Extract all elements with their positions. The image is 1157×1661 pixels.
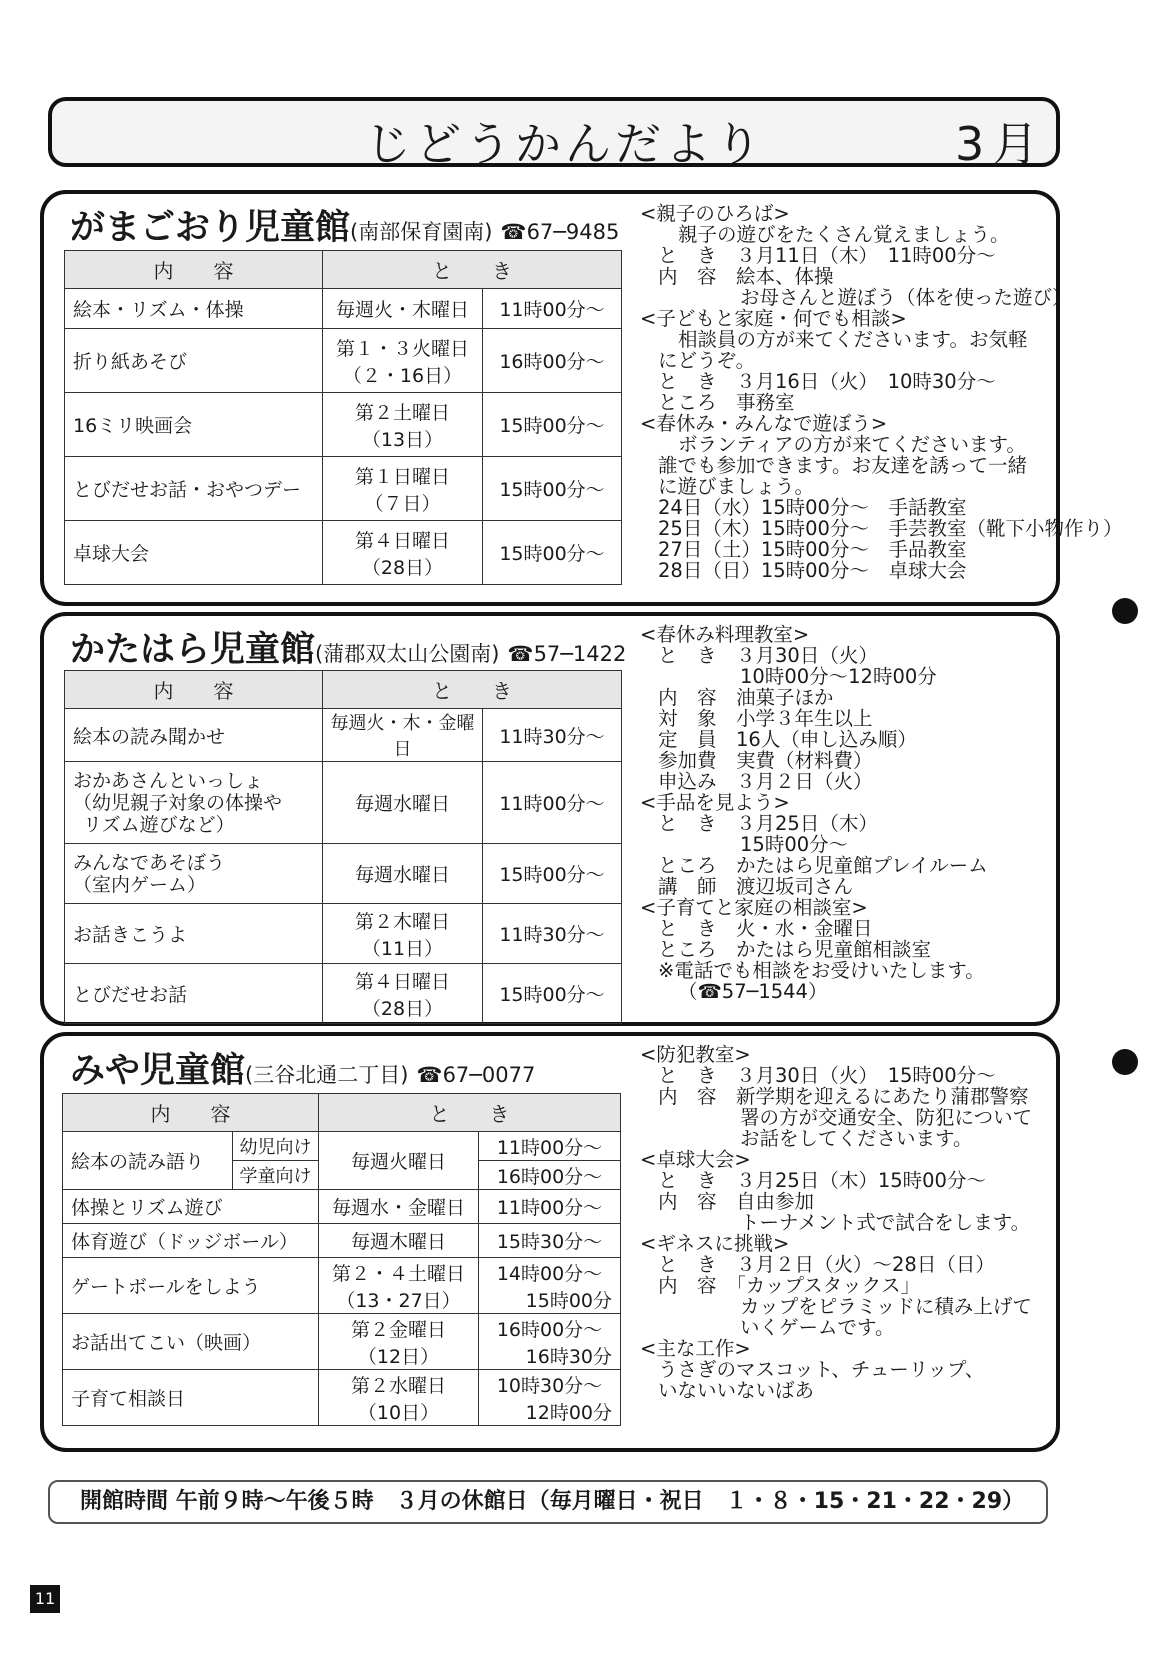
row-time-line2: 12時00分 xyxy=(525,1401,612,1424)
events-miya xyxy=(640,1044,1032,1401)
row-content-line2: （幼児親子対象の体操や xyxy=(73,791,283,814)
row-content: 卓球大会 xyxy=(65,521,323,585)
row-day: 毎週火・木・金曜日 xyxy=(323,709,483,762)
row-time-line1: 14時00分～ xyxy=(496,1262,603,1285)
event-heading: <親子のひろば> xyxy=(640,202,790,225)
events-gamagori xyxy=(640,203,1122,581)
row-time: 15時00分～ xyxy=(483,521,622,585)
event-line: と き ３月25日（木） xyxy=(658,812,878,835)
row-day xyxy=(319,1258,479,1314)
row-day-line2: （２・16日） xyxy=(342,364,463,387)
row-day xyxy=(323,521,483,585)
event-line: 28日（日）15時00分～ 卓球大会 xyxy=(658,559,967,582)
table-header-when: と き xyxy=(319,1094,621,1132)
row-time xyxy=(479,1314,621,1370)
table-row xyxy=(65,329,622,393)
row-content-line1: みんなであそぼう xyxy=(73,851,226,874)
event-line: 25日（木）15時00分～ 手芸教室（靴下小物作り） xyxy=(658,517,1123,540)
table-row xyxy=(65,964,622,1024)
event-line: 27日（土）15時00分～ 手品教室 xyxy=(658,538,967,561)
row-day xyxy=(319,1314,479,1370)
row-content: ゲートボールをしよう xyxy=(63,1258,319,1314)
event-line: ボランティアの方が来てくださいます。 xyxy=(678,433,1026,456)
row-day: 毎週火・木曜日 xyxy=(323,289,483,329)
facility-address: (蒲郡双太山公園南) xyxy=(315,642,500,666)
row-time-line1: 16時00分～ xyxy=(496,1318,603,1341)
facility-address: (南部保育園南) xyxy=(350,220,493,244)
event-line: 10時00分～12時00分 xyxy=(740,665,937,688)
row-day-line1: 第２・４土曜日 xyxy=(331,1262,465,1285)
row-day-line2: （10日） xyxy=(357,1401,440,1424)
table-header-when: と き xyxy=(323,671,622,709)
row-content: お話きこうよ xyxy=(65,904,323,964)
row-day-line1: 第２金曜日 xyxy=(350,1318,446,1341)
table-header-content: 内 容 xyxy=(63,1094,319,1132)
table-row xyxy=(65,904,622,964)
event-line: ところ かたはら児童館プレイルーム xyxy=(658,854,988,877)
event-line: ところ 事務室 xyxy=(658,391,795,414)
row-time-line2: 15時00分 xyxy=(525,1289,612,1312)
event-heading: <子どもと家庭・何でも相談> xyxy=(640,307,907,330)
event-line: 内 容 「カップスタックス」 xyxy=(658,1274,921,1297)
table-header-content: 内 容 xyxy=(65,251,323,289)
event-line: お話をしてくださいます。 xyxy=(740,1127,973,1150)
event-line: 申込み ３月２日（火） xyxy=(658,770,873,793)
schedule-table-miya xyxy=(62,1093,621,1426)
event-line: 署の方が交通安全、防犯について xyxy=(740,1106,1033,1129)
row-time-line1: 10時30分～ xyxy=(496,1374,603,1397)
row-time: 11時00分～ xyxy=(483,289,622,329)
table-row xyxy=(65,289,622,329)
event-line: ※電話でも相談をお受けいたします。 xyxy=(658,959,985,982)
row-day xyxy=(323,457,483,521)
row-content: 子育て相談日 xyxy=(63,1370,319,1426)
row-time: 16時00分～ xyxy=(483,329,622,393)
row-content xyxy=(65,844,323,904)
event-line: 内 容 新学期を迎えるにあたり蒲郡警察 xyxy=(658,1085,1029,1108)
row-content-line1: おかあさんといっしょ xyxy=(73,769,264,792)
table-row xyxy=(65,709,622,762)
row-time: 15時00分～ xyxy=(483,844,622,904)
facility-address: (三谷北通二丁目) xyxy=(245,1063,409,1087)
event-heading: <春休み・みんなで遊ぼう> xyxy=(640,412,888,435)
table-row xyxy=(65,393,622,457)
event-line: にどうぞ。 xyxy=(658,349,756,372)
opening-hours-footer: 開館時間 午前９時～午後５時 ３月の休館日（毎月曜日・祝日 １・８・15・21・22・29） xyxy=(48,1480,1048,1524)
row-day: 毎週火曜日 xyxy=(319,1132,479,1190)
facility-name-miya xyxy=(70,1043,535,1093)
row-content-line2: （室内ゲーム） xyxy=(73,873,207,896)
row-content xyxy=(65,762,323,844)
event-line: 内 容 絵本、体操 xyxy=(658,265,834,288)
row-time: 15時00分～ xyxy=(483,393,622,457)
event-line: カップをピラミッドに積み上げて xyxy=(740,1295,1032,1318)
table-row xyxy=(65,844,622,904)
row-content: 絵本の読み語り xyxy=(63,1132,233,1190)
row-day: 毎週水・金曜日 xyxy=(319,1190,479,1224)
row-content: 体育遊び（ドッジボール） xyxy=(63,1224,319,1258)
table-row xyxy=(65,762,622,844)
facility-title: かたはら児童館 xyxy=(70,630,316,670)
row-day xyxy=(323,393,483,457)
binder-hole-dot xyxy=(1112,598,1138,624)
row-day-line1: 第１日曜日 xyxy=(354,465,450,488)
row-day-line2: （７日） xyxy=(364,492,441,515)
page-title: じどうかんだより xyxy=(365,117,765,171)
row-day-line2: （11日） xyxy=(361,937,444,960)
event-line: と き ３月２日（火）～28日（日） xyxy=(658,1253,995,1276)
row-day xyxy=(323,904,483,964)
row-content: 体操とリズム遊び xyxy=(63,1190,319,1224)
table-row xyxy=(63,1370,621,1426)
row-day: 毎週水曜日 xyxy=(323,844,483,904)
row-time-line2: 16時30分 xyxy=(525,1345,612,1368)
row-time: 11時30分～ xyxy=(483,904,622,964)
event-line: 相談員の方が来てくださいます。お気軽 xyxy=(678,328,1028,351)
event-heading: <ギネスに挑戦> xyxy=(640,1232,790,1255)
row-day-line1: 第１・３火曜日 xyxy=(335,337,469,360)
row-content: 絵本の読み聞かせ xyxy=(65,709,323,762)
events-katahara xyxy=(640,624,988,1002)
row-day: 毎週水曜日 xyxy=(323,762,483,844)
facility-tel: ☎67─9485 xyxy=(500,220,620,244)
event-heading: <子育てと家庭の相談室> xyxy=(640,896,868,919)
facility-tel: ☎67─0077 xyxy=(416,1063,536,1087)
table-header-content: 内 容 xyxy=(65,671,323,709)
event-line: ところ かたはら児童館相談室 xyxy=(658,938,932,961)
row-day-line2: （13・27日） xyxy=(336,1289,461,1312)
schedule-table-gamagori xyxy=(64,250,622,585)
event-heading: <卓球大会> xyxy=(640,1148,751,1171)
table-header-when: と き xyxy=(323,251,622,289)
binder-hole-dot xyxy=(1112,1049,1138,1075)
event-heading: <防犯教室> xyxy=(640,1043,751,1066)
facility-tel: ☎57─1422 xyxy=(507,642,627,666)
table-row xyxy=(63,1224,621,1258)
table-row xyxy=(63,1190,621,1224)
event-line: 対 象 小学３年生以上 xyxy=(658,707,873,730)
facility-name-katahara xyxy=(70,622,626,672)
event-heading: <手品を見よう> xyxy=(640,791,790,814)
table-row xyxy=(63,1132,621,1161)
row-day xyxy=(319,1370,479,1426)
event-line: 15時00分～ xyxy=(740,833,849,856)
row-day-line2: （28日） xyxy=(361,556,444,579)
event-line: いないいないばあ xyxy=(658,1379,815,1402)
event-line: に遊びましょう。 xyxy=(658,475,815,498)
event-line: 参加費 実費（材料費） xyxy=(658,749,873,772)
row-day-line2: （12日） xyxy=(357,1345,440,1368)
row-time: 16時00分～ xyxy=(479,1161,621,1190)
event-line: （☎57─1544） xyxy=(678,980,828,1003)
row-time: 11時00分～ xyxy=(483,762,622,844)
event-line: 定 員 16人（申し込み順） xyxy=(658,728,917,751)
row-day-line2: （28日） xyxy=(361,997,444,1020)
row-content: 16ミリ映画会 xyxy=(65,393,323,457)
row-content: とびだせお話 xyxy=(65,964,323,1024)
event-line: 24日（水）15時00分～ 手話教室 xyxy=(658,496,967,519)
row-content: とびだせお話・おやつデー xyxy=(65,457,323,521)
row-day-line2: （13日） xyxy=(361,428,444,451)
event-line: 講 師 渡辺坂司さん xyxy=(658,875,854,898)
row-day xyxy=(323,329,483,393)
event-line: 内 容 自由参加 xyxy=(658,1190,815,1213)
event-line: と き ３月30日（火） xyxy=(658,644,878,667)
facility-title: みや児童館 xyxy=(70,1051,246,1091)
table-row xyxy=(65,521,622,585)
row-day: 毎週木曜日 xyxy=(319,1224,479,1258)
page-number: 11 xyxy=(30,1585,60,1613)
row-subgroup: 学童向け xyxy=(233,1161,319,1190)
row-time xyxy=(479,1258,621,1314)
page-month: 3月 xyxy=(955,117,1047,171)
row-day-line1: 第４日曜日 xyxy=(354,529,450,552)
row-day-line1: 第４日曜日 xyxy=(354,970,450,993)
event-line: と き ３月16日（火） 10時30分～ xyxy=(658,370,996,393)
table-row xyxy=(65,457,622,521)
row-time: 11時00分～ xyxy=(479,1132,621,1161)
table-row xyxy=(63,1258,621,1314)
event-line: うさぎのマスコット、チューリップ、 xyxy=(658,1358,985,1381)
event-line: と き ３月11日（木） 11時00分～ xyxy=(658,244,996,267)
row-time: 15時00分～ xyxy=(483,457,622,521)
row-content: 絵本・リズム・体操 xyxy=(65,289,323,329)
row-content-line3: リズム遊びなど） xyxy=(83,813,235,836)
event-heading: <主な工作> xyxy=(640,1337,751,1360)
schedule-table-katahara xyxy=(64,670,622,1024)
event-line: いくゲームです。 xyxy=(740,1316,895,1339)
row-time: 11時30分～ xyxy=(483,709,622,762)
event-line: と き ３月25日（木）15時00分～ xyxy=(658,1169,986,1192)
row-time: 11時00分～ xyxy=(479,1190,621,1224)
row-content: お話出てこい（映画） xyxy=(63,1314,319,1370)
event-line: トーナメント式で試合をします。 xyxy=(740,1211,1031,1234)
row-day-line1: 第２土曜日 xyxy=(354,401,450,424)
row-content: 折り紙あそび xyxy=(65,329,323,393)
event-heading: <春休み料理教室> xyxy=(640,623,810,646)
row-day-line1: 第２水曜日 xyxy=(350,1374,446,1397)
facility-title: がまごおり児童館 xyxy=(70,208,351,248)
row-time: 15時00分～ xyxy=(483,964,622,1024)
event-line: お母さんと遊ぼう（体を使った遊び） xyxy=(740,286,1072,309)
event-line: と き 火・水・金曜日 xyxy=(658,917,873,940)
event-line: 親子の遊びをたくさん覚えましょう。 xyxy=(678,223,1010,246)
row-subgroup: 幼児向け xyxy=(233,1132,319,1161)
facility-name-gamagori xyxy=(70,200,619,250)
row-day-line1: 第２木曜日 xyxy=(354,910,450,933)
row-day xyxy=(323,964,483,1024)
event-line: 誰でも参加できます。お友達を誘って一緒 xyxy=(658,454,1027,477)
row-time xyxy=(479,1370,621,1426)
event-line: と き ３月30日（火） 15時00分～ xyxy=(658,1064,996,1087)
row-time: 15時30分～ xyxy=(479,1224,621,1258)
event-line: 内 容 油菓子ほか xyxy=(658,686,834,709)
table-row xyxy=(63,1314,621,1370)
